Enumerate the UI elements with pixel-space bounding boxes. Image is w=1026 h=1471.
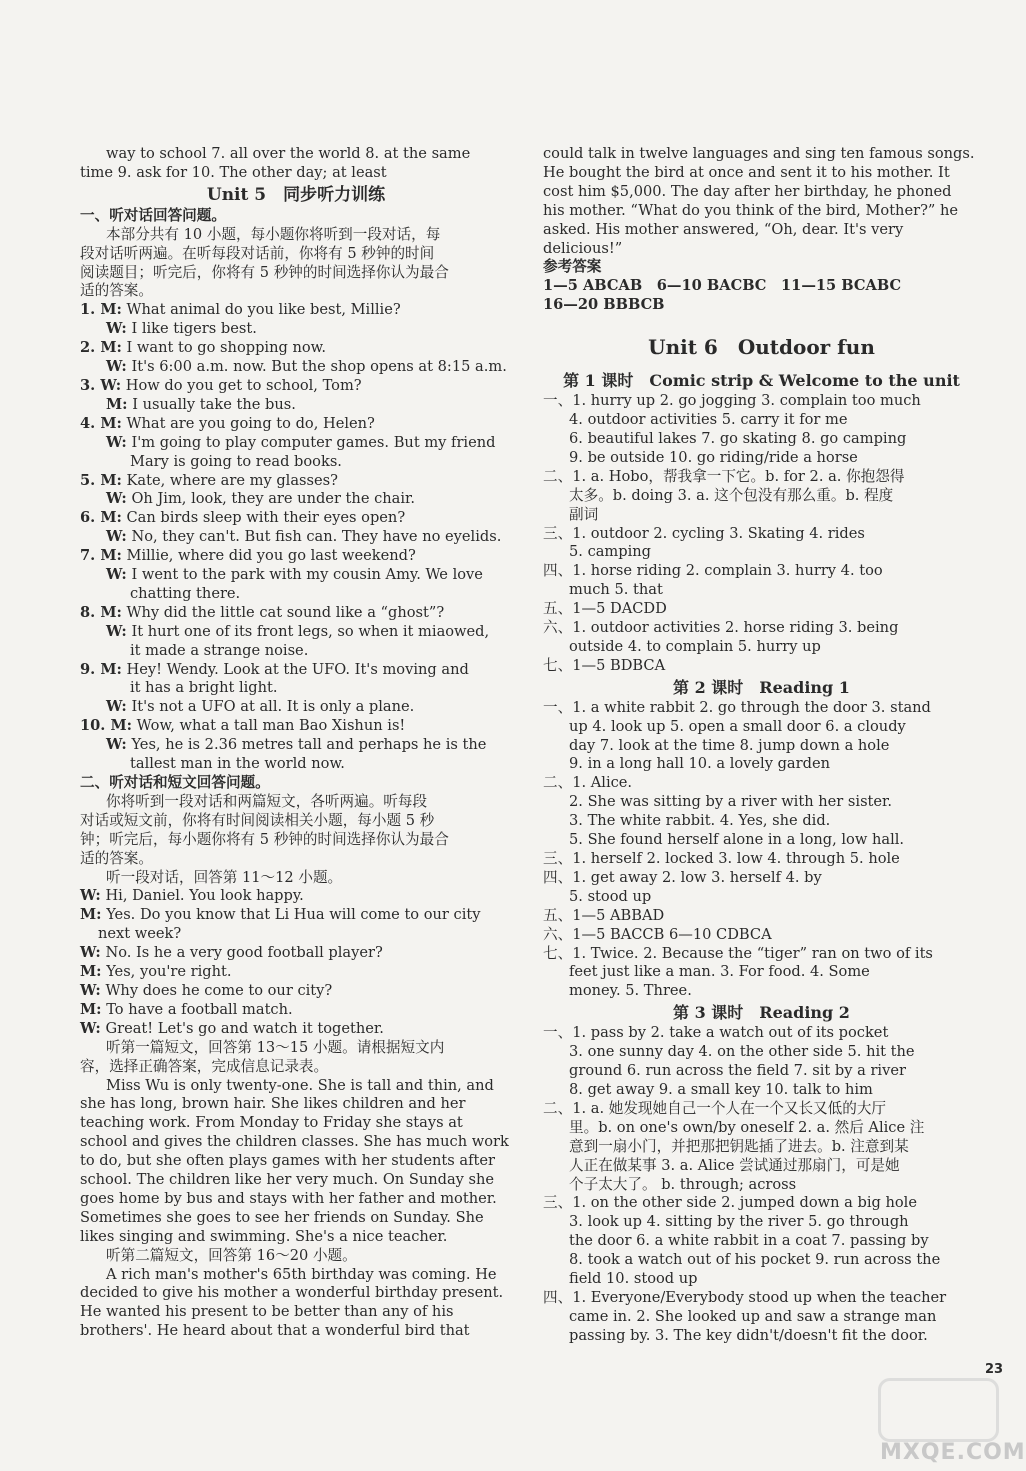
passage-line: Sometimes she goes to see her friends on Sunday. She <box>80 1208 484 1226</box>
speaker: W: <box>106 528 127 546</box>
passage-line: she has long, brown hair. She likes children and her <box>80 1095 466 1113</box>
dialogue-number: 5. M: <box>80 471 122 489</box>
dialogue-text: I'm going to play computer games. But my friend <box>131 433 496 451</box>
dialogue-line <box>80 698 512 717</box>
dialogue-line <box>80 528 512 547</box>
answer-line: 3. one sunny day 4. on the other side 5. hit the <box>569 1043 915 1061</box>
dialogue-text: I went to the park with my cousin Amy. We love <box>131 566 483 584</box>
passage-line: school and gives the children classes. She has much work <box>80 1133 509 1151</box>
speaker: W: <box>80 1019 101 1037</box>
right-column <box>543 145 980 1346</box>
answer-line: 8. took a watch out of his pocket 9. run across the <box>569 1251 941 1269</box>
dialogue-number: 9. M: <box>80 660 122 678</box>
passage-line: He bought the bird at once and sent it to his mother. It <box>543 163 950 181</box>
dialogue-line <box>80 906 512 925</box>
answer-line: 四、1. horse riding 2. complain 3. hurry 4. too <box>543 562 883 580</box>
dialogue-text: it made a strange noise. <box>130 641 309 659</box>
dialogue-line <box>80 320 512 339</box>
answer-line: 里。b. on one's own/by oneself 2. a. 然后 Alice 注 <box>569 1118 925 1136</box>
instruction-line: 对话或短文前，你将有时间阅读相关小题，每小题 5 秒 <box>80 811 435 829</box>
dialogue-line <box>80 585 512 604</box>
answer-line: 一、1. hurry up 2. go jogging 3. complain too much <box>543 392 921 410</box>
answer-line: ground 6. run across the field 7. sit by a river <box>569 1062 906 1080</box>
dialogue-text: Mary is going to read books. <box>130 452 342 470</box>
dialogue-line <box>80 887 512 906</box>
answer-line: 四、1. Everyone/Everybody stood up when the teacher <box>543 1288 947 1306</box>
dialogue-line <box>80 623 512 642</box>
watermark-text: MXQE.COM <box>880 1440 1026 1465</box>
answer-line: passing by. 3. The key didn't/doesn't fit the door. <box>569 1326 928 1344</box>
answer-line: 四、1. get away 2. low 3. herself 4. by <box>543 868 822 886</box>
answer-line: 二、1. Alice. <box>543 774 633 792</box>
speaker: W: <box>106 358 127 376</box>
answer-line: the door 6. a white rabbit in a coat 7. passing by <box>569 1232 929 1250</box>
answers-heading: 参考答案 <box>543 258 602 276</box>
answer-line: 9. be outside 10. go riding/ride a horse <box>569 448 858 466</box>
dialogue-number: 3. W: <box>80 376 122 394</box>
unit6-title: Unit 6 Outdoor fun <box>648 335 875 360</box>
answer-line: 6. beautiful lakes 7. go skating 8. go camping <box>569 429 907 447</box>
speaker: W: <box>106 622 127 640</box>
instruction-line: 适的答案。 <box>80 849 153 867</box>
instruction-line: 本部分共有 10 小题，每小题你将听到一段对话，每 <box>106 225 441 243</box>
speaker: W: <box>106 698 127 716</box>
dialogue-line <box>80 566 512 585</box>
answer-line: 太多。b. doing 3. a. 这个包没有那么重。b. 程度 <box>569 486 894 504</box>
instruction-line: 听第一篇短文，回答第 13～15 小题。请根据短文内 <box>106 1038 445 1056</box>
dialogue-text: Great! Let's go and watch it together. <box>105 1019 384 1037</box>
dialogue-text: No. Is he a very good football player? <box>105 944 383 962</box>
speaker: M: <box>106 395 128 413</box>
answer-line: 意到一扇小门，并把那把钥匙插了进去。b. 注意到某 <box>569 1137 909 1155</box>
dialogue-line <box>80 434 512 453</box>
passage-line: his mother. “What do you think of the bird, Mother?” he <box>543 201 959 219</box>
dialogue-line <box>80 509 512 528</box>
answer-line: 七、1—5 BDBCA <box>543 656 666 674</box>
answer-line: 三、1. herself 2. locked 3. low 4. through 5. hole <box>543 850 900 867</box>
dialogue-text: I like tigers best. <box>131 320 257 338</box>
passage-line: school. The children like her very much. On Sunday she <box>80 1171 495 1189</box>
instruction-line: 阅读题目；听完后，你将有 5 秒钟的时间选择你认为最合 <box>80 263 449 281</box>
answer-line: 3. look up 4. sitting by the river 5. go through <box>569 1213 909 1231</box>
dialogue-text: Hi, Daniel. You look happy. <box>105 887 304 905</box>
dialogue-text: Wow, what a tall man Bao Xishun is! <box>136 717 406 735</box>
dialogue-text: it has a bright light. <box>130 679 278 697</box>
dialogue-text: tallest man in the world now. <box>130 755 345 773</box>
lesson1-title: 第 1 课时 Comic strip & Welcome to the unit <box>563 371 960 391</box>
dialogue-line <box>80 396 512 415</box>
answer-key-line: 1—5 ABCAB 6—10 BACBC 11—15 BCABC <box>543 277 902 295</box>
dialogue-number: 7. M: <box>80 547 122 565</box>
answer-line: 二、1. a. 她发现她自己一个人在一个又长又低的大厅 <box>543 1099 887 1117</box>
passage-line: could talk in twelve languages and sing ten famous songs. <box>543 145 975 162</box>
dialogue-number: 2. M: <box>80 339 122 357</box>
dialogue-text: Millie, where did you go last weekend? <box>126 547 416 565</box>
dialogue-line <box>80 982 512 1001</box>
dialogue-text: Yes, he is 2.36 metres tall and perhaps he is the <box>131 736 487 754</box>
dialogue-line <box>80 925 512 944</box>
answer-line: 三、1. on the other side 2. jumped down a big hole <box>543 1194 917 1212</box>
speaker: M: <box>80 906 102 924</box>
speaker: W: <box>80 944 101 962</box>
answer-line: came in. 2. She looked up and saw a strange man <box>569 1307 937 1325</box>
dialogue-line <box>80 453 512 472</box>
instruction-line: 听一段对话，回答第 11～12 小题。 <box>106 868 343 886</box>
instruction-line: 段对话听两遍。在听每段对话前，你将有 5 秒钟的时间 <box>80 244 435 262</box>
answer-line: 一、1. pass by 2. take a watch out of its pocket <box>543 1024 889 1042</box>
section-heading: 二、听对话和短文回答问题。 <box>80 774 270 791</box>
answer-line: 三、1. outdoor 2. cycling 3. Skating 4. rides <box>543 524 865 542</box>
passage-line: teaching work. From Monday to Friday she stays at <box>80 1114 463 1132</box>
answer-line: 一、1. a white rabbit 2. go through the door 3. stand <box>543 698 931 716</box>
dialogue-line <box>80 604 512 623</box>
dialogue-line <box>80 642 512 661</box>
instruction-line: 钟；听完后，每小题你将有 5 秒钟的时间选择你认为最合 <box>80 830 449 848</box>
dialogue-text: How do you get to school, Tom? <box>125 376 362 394</box>
speaker: W: <box>106 433 127 451</box>
intro-line: way to school 7. all over the world 8. at the same <box>106 145 471 162</box>
lesson2-title: 第 2 课时 Reading 1 <box>673 677 850 697</box>
dialogue-line <box>80 339 512 358</box>
passage-line: He wanted his present to be better than any of his <box>80 1303 454 1321</box>
dialogue-text: It's not a UFO at all. It is only a plane. <box>131 698 415 716</box>
dialogue-text: Yes. Do you know that Li Hua will come to our city <box>106 906 481 924</box>
dialogue-text: It hurt one of its front legs, so when it miaowed, <box>131 622 490 640</box>
dialogue-text: No, they can't. But fish can. They have no eyelids. <box>131 528 502 546</box>
dialogue-line <box>80 661 512 680</box>
answer-line: feet just like a man. 3. For food. 4. Some <box>569 963 870 981</box>
left-column <box>80 145 512 1341</box>
lesson3-title: 第 3 课时 Reading 2 <box>673 1003 850 1023</box>
dialogue-text: chatting there. <box>130 584 241 602</box>
answer-line: up 4. look up 5. open a small door 6. a cloudy <box>569 717 906 735</box>
dialogue-text: I usually take the bus. <box>132 395 296 413</box>
dialogue-line <box>80 472 512 491</box>
intro-line: time 9. ask for 10. The other day; at least <box>80 163 387 181</box>
speaker: W: <box>106 566 127 584</box>
answer-line: 人正在做某事 3. a. Alice 尝试通过那扇门，可是她 <box>569 1156 900 1174</box>
dialogue-number: 4. M: <box>80 414 122 432</box>
passage-line: goes home by bus and stays with her father and mother. <box>80 1189 497 1207</box>
answer-line: 8. get away 9. a small key 10. talk to him <box>569 1080 873 1098</box>
speaker: M: <box>80 963 102 981</box>
answer-line: 五、1—5 ABBAD <box>543 906 665 924</box>
dialogue-line <box>80 358 512 377</box>
speaker: M: <box>80 1000 102 1018</box>
answer-line: 副词 <box>569 505 599 523</box>
passage-line: likes singing and swimming. She's a nice teacher. <box>80 1227 448 1245</box>
dialogue-line <box>80 301 512 320</box>
speaker: W: <box>80 981 101 999</box>
dialogue-line <box>80 717 512 736</box>
dialogue-text: Hey! Wendy. Look at the UFO. It's moving and <box>126 660 469 678</box>
answer-line: 9. in a long hall 10. a lovely garden <box>569 755 830 773</box>
dialogue-text: Oh Jim, look, they are under the chair. <box>131 490 416 508</box>
speaker: W: <box>106 736 127 754</box>
dialogue-number: 10. M: <box>80 717 133 735</box>
answer-line: 六、1—5 BACCB 6—10 CDBCA <box>543 925 772 943</box>
answer-line: field 10. stood up <box>569 1270 698 1288</box>
dialogue-text: next week? <box>98 925 182 943</box>
answer-line: 2. She was sitting by a river with her sister. <box>569 793 893 811</box>
dialogue-number: 8. M: <box>80 603 122 621</box>
answer-line: 七、1. Twice. 2. Because the “tiger” ran on two of its <box>543 944 933 962</box>
dialogue-line <box>80 1001 512 1020</box>
dialogue-text: What animal do you like best, Millie? <box>126 301 401 319</box>
dialogue-line <box>80 547 512 566</box>
dialogue-line <box>80 377 512 396</box>
answer-line: outside 4. to complain 5. hurry up <box>569 637 821 655</box>
dialogue-line <box>80 1020 512 1039</box>
dialogue-line <box>80 755 512 774</box>
speaker: W: <box>80 887 101 905</box>
dialogue-line <box>80 736 512 755</box>
dialogue-text: Yes, you're right. <box>106 963 232 981</box>
instruction-line: 你将听到一段对话和两篇短文，各听两遍。听每段 <box>106 792 428 810</box>
answer-line: day 7. look at the time 8. jump down a hole <box>569 736 890 754</box>
unit5-title: Unit 5 同步听力训练 <box>206 184 386 205</box>
speaker: W: <box>106 490 127 508</box>
answer-line: 五、1—5 DACDD <box>543 600 667 618</box>
watermark-stamp <box>878 1378 999 1442</box>
dialogue-text: Kate, where are my glasses? <box>126 471 338 489</box>
answer-line: 5. stood up <box>569 887 652 905</box>
dialogue-text: I want to go shopping now. <box>126 339 327 357</box>
answer-line: 5. She found herself alone in a long, low hall. <box>569 831 905 849</box>
answer-key-line: 16—20 BBBCB <box>543 296 665 314</box>
instruction-line: 适的答案。 <box>80 282 153 300</box>
dialogue-number: 6. M: <box>80 509 122 527</box>
answer-line: money. 5. Three. <box>569 982 692 1000</box>
dialogue-text: Can birds sleep with their eyes open? <box>126 509 406 527</box>
dialogue-line <box>80 490 512 509</box>
instruction-line: 听第二篇短文，回答第 16～20 小题。 <box>106 1246 357 1264</box>
dialogue-line <box>80 415 512 434</box>
answer-line: 4. outdoor activities 5. carry it for me <box>569 411 848 429</box>
speaker: W: <box>106 320 127 338</box>
passage-line: delicious!” <box>543 239 623 257</box>
instruction-line: 容，选择正确答案，完成信息记录表。 <box>80 1057 329 1075</box>
dialogue-line <box>80 944 512 963</box>
passage-line: decided to give his mother a wonderful birthday present. <box>80 1284 504 1302</box>
passage-line: A rich man's mother's 65th birthday was coming. He <box>106 1265 497 1283</box>
answer-line: 二、1. a. Hobo，帮我拿一下它。b. for 2. a. 你抱怨得 <box>543 467 905 485</box>
passage-line: brothers'. He heard about that a wonderful bird that <box>80 1322 470 1340</box>
answer-line: 六、1. outdoor activities 2. horse riding 3. being <box>543 619 899 637</box>
answer-line: 5. camping <box>569 543 652 561</box>
dialogue-number: 1. M: <box>80 301 122 319</box>
passage-line: cost him $5,000. The day after her birthday, he phoned <box>543 182 952 200</box>
passage-line: to do, but she often plays games with her students after <box>80 1152 495 1170</box>
dialogue-text: What are you going to do, Helen? <box>126 414 375 432</box>
passage-line: asked. His mother answered, “Oh, dear. It's very <box>543 220 904 238</box>
dialogue-line <box>80 963 512 982</box>
page-number: 23 <box>985 1362 1004 1377</box>
dialogue-text: It's 6:00 a.m. now. But the shop opens at 8:15 a.m. <box>131 358 507 376</box>
dialogue-text: To have a football match. <box>106 1000 293 1018</box>
section-heading: 一、听对话回答问题。 <box>80 206 226 224</box>
dialogue-text: Why did the little cat sound like a “ghost”? <box>126 603 445 621</box>
answer-line: much 5. that <box>569 581 663 599</box>
answer-line: 个子太大了。 b. through; across <box>569 1175 797 1193</box>
answer-line: 3. The white rabbit. 4. Yes, she did. <box>569 812 831 830</box>
dialogue-text: Why does he come to our city? <box>105 981 333 999</box>
passage-line: Miss Wu is only twenty-one. She is tall and thin, and <box>106 1076 494 1094</box>
